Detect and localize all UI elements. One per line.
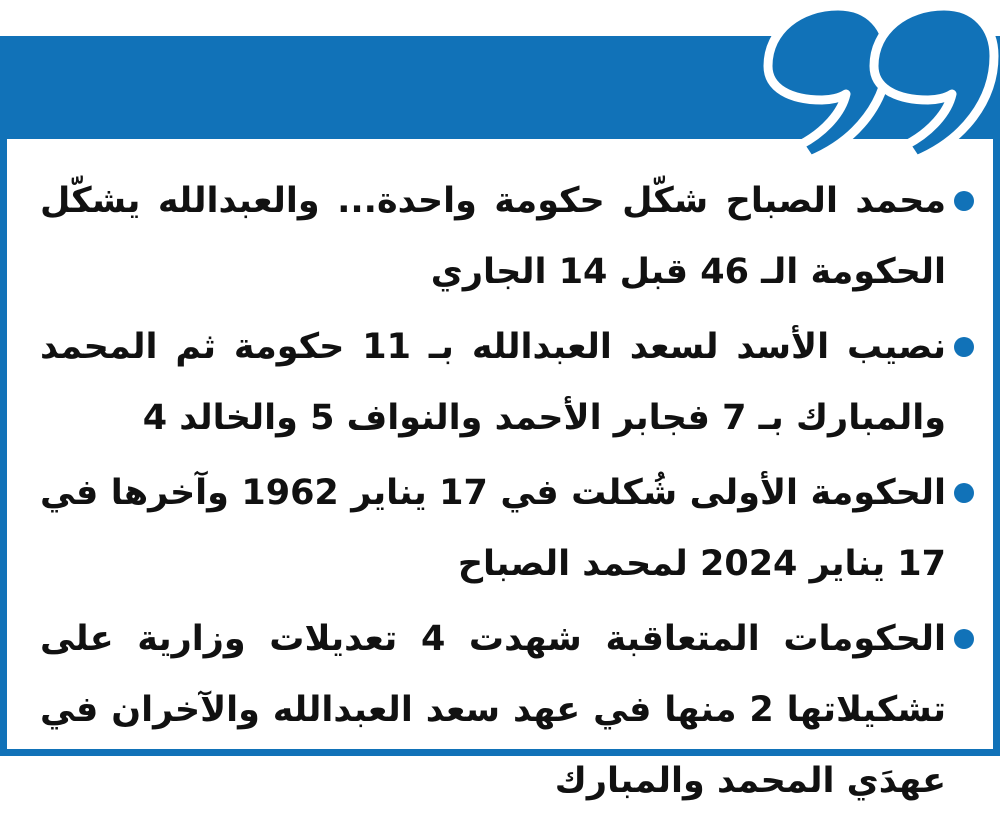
closing-quotation-mark-icon xyxy=(750,0,1000,190)
list-item xyxy=(40,458,974,600)
bullet-text: نصيب الأسد لسعد العبدالله بـ 11 حكومة ثم المحمد والمبارك بـ 7 فجابر الأحمد والنواف 5 والخالد 4 xyxy=(40,327,946,438)
list-item xyxy=(40,604,974,817)
bullet-dot-icon xyxy=(954,629,974,649)
bullet-dot-icon xyxy=(954,483,974,503)
bullet-text: الحكومات المتعاقبة شهدت 4 تعديلات وزارية على تشكيلاتها 2 منها في عهد سعد العبدالله والآخران في عهدَي المحمد والمبارك xyxy=(40,619,946,801)
bullet-text: محمد الصباح شكّل حكومة واحدة... والعبدالله يشكّل الحكومة الـ 46 قبل 14 الجاري xyxy=(40,181,946,292)
bullet-list xyxy=(40,166,974,821)
bullet-text: الحكومة الأولى شُكلت في 17 يناير 1962 وآخرها في 17 يناير 2024 لمحمد الصباح xyxy=(40,473,947,584)
bullet-dot-icon xyxy=(954,191,974,211)
list-item xyxy=(40,312,974,454)
list-item xyxy=(40,166,974,308)
bullet-dot-icon xyxy=(954,337,974,357)
